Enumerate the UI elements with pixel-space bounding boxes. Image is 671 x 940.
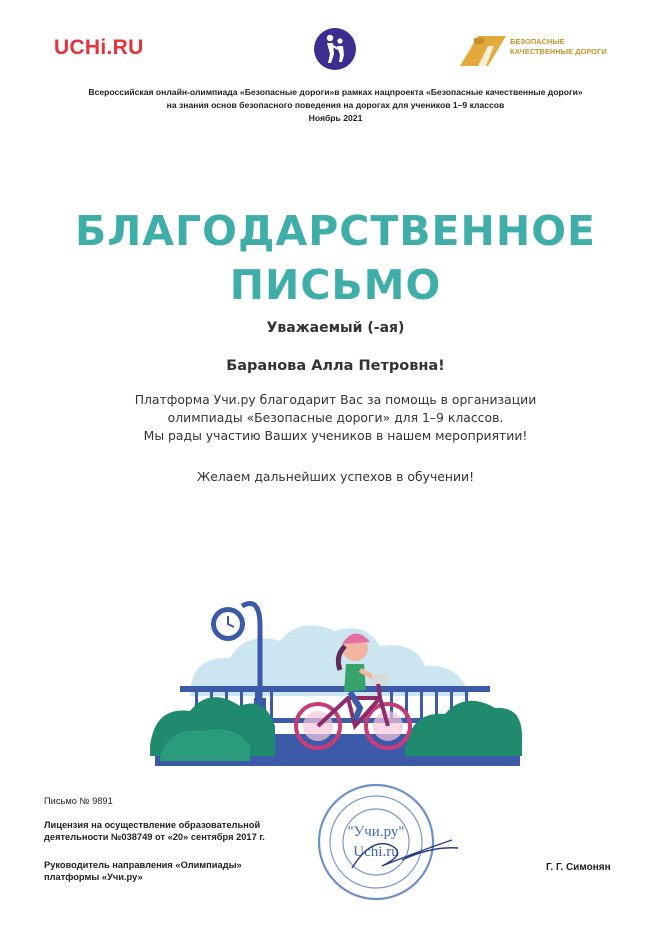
title-line-1: БЛАГОДАРСТВЕННОЕ — [74, 207, 597, 255]
license-line-1: Лицензия на осуществление образовательной — [44, 820, 261, 830]
signer-name: Г. Г. Симонян — [546, 862, 611, 873]
girl-on-bicycle-illustration — [150, 586, 525, 766]
title-line-2: ПИСЬМО — [229, 261, 442, 309]
road-icon — [458, 32, 508, 68]
header-line-2: на знания основ безопасного поведения на дорогах для учеников 1–9 классов — [166, 100, 505, 110]
header-text — [20, 86, 651, 125]
body-line-2: олимпиады «Безопасные дороги» для 1–9 классов. — [167, 410, 504, 425]
olympiad-logo-icon — [313, 27, 357, 71]
head-line-2: платформы «Учи.ру» — [44, 872, 143, 882]
head-title — [44, 859, 304, 883]
greeting: Уважаемый (-ая) — [266, 320, 405, 336]
header-line-1: Всероссийская онлайн-олимпиада «Безопасные дороги»в рамках нацпроекта «Безопасные качественные дороги» — [88, 87, 583, 97]
head-line-1: Руководитель направления «Олимпиады» — [44, 860, 242, 870]
body-line-3: Мы рады участию Ваших учеников в нашем мероприятии! — [143, 428, 528, 443]
body-line-1: Платформа Учи.ру благодарит Вас за помощь в организации — [134, 392, 537, 407]
uchi-logo: UCHi.RU — [54, 36, 144, 59]
safe-roads-logo — [458, 30, 628, 70]
wish-text: Желаем дальнейших успехов в обучении! — [196, 469, 475, 484]
stamp-center-line-2: Uchi.ru — [353, 844, 399, 860]
recipient-name: Баранова Алла Петровна! — [226, 358, 445, 374]
official-stamp — [312, 776, 462, 906]
license-info — [44, 819, 304, 843]
letter-number: Письмо № 9891 — [44, 796, 113, 806]
letter-body — [60, 391, 611, 445]
license-line-2: деятельности №038749 от «20» сентября 2017 г. — [44, 832, 265, 842]
roads-logo-line1: БЕЗОПАСНЫЕ — [510, 37, 565, 46]
stamp-center-line-1: "Учи.ру" — [347, 824, 405, 840]
header-date: Ноябрь 2021 — [308, 113, 363, 123]
roads-logo-line2: КАЧЕСТВЕННЫЕ ДОРОГИ — [510, 47, 607, 56]
document-title — [0, 204, 671, 312]
